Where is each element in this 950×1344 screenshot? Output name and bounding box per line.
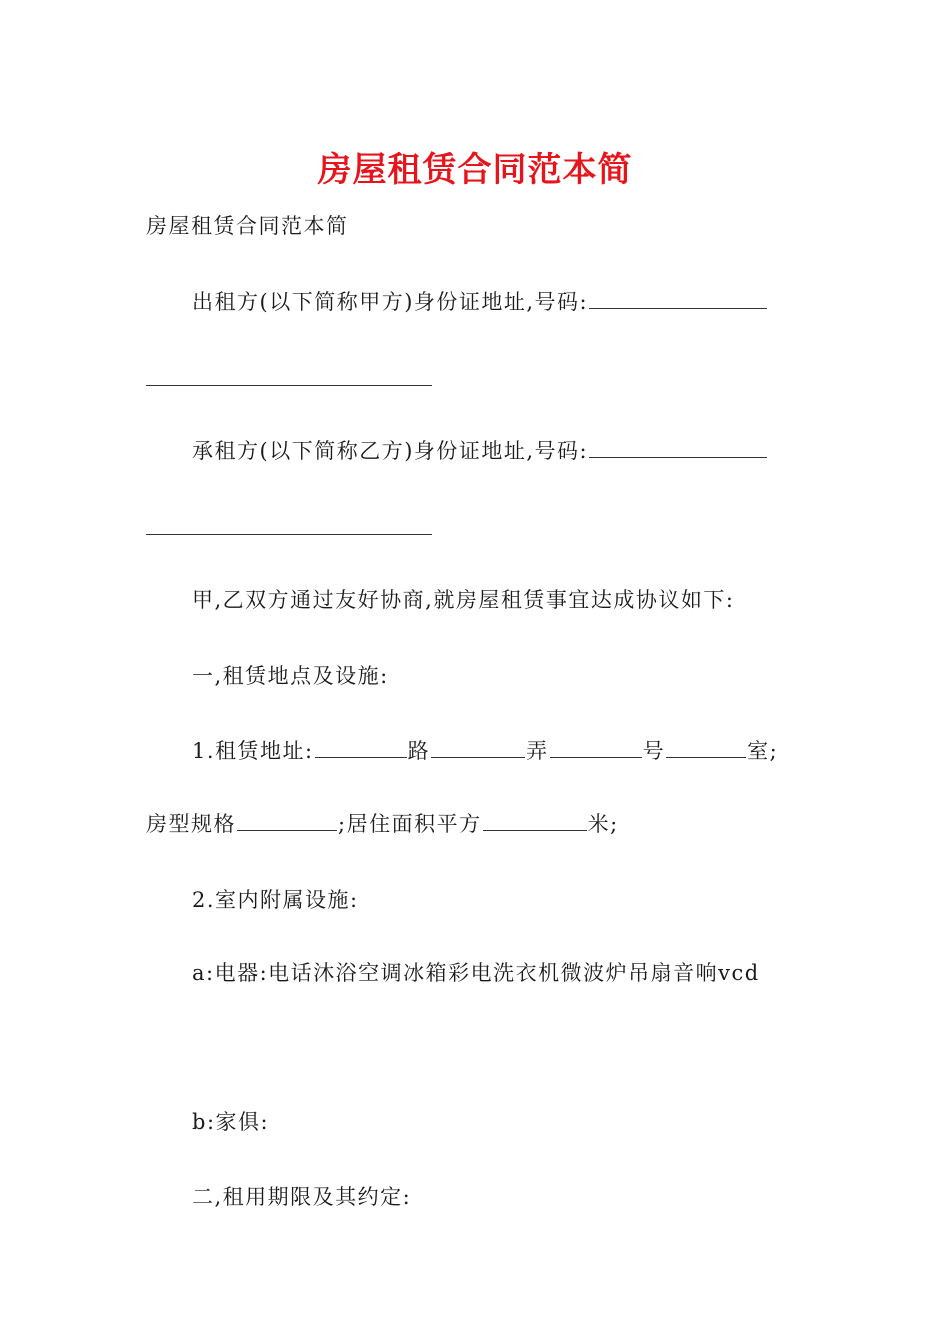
room-label: 室; [747, 739, 779, 763]
lessee-continuation-blank [146, 534, 432, 535]
road-blank [315, 737, 407, 758]
document-title: 房屋租赁合同范本简 [317, 150, 633, 190]
area-label: ;居住面积平方 [338, 812, 482, 836]
section1-heading: 一,租赁地点及设施: [192, 664, 389, 688]
appliances-line: a:电器:电话沐浴空调冰箱彩电洗衣机微波炉吊扇音响vcd [192, 961, 760, 985]
lane-label: 弄 [526, 739, 549, 763]
lessee-id-blank [589, 437, 767, 458]
area-blank [483, 810, 587, 831]
lessor-line [192, 286, 768, 318]
document-subtitle: 房屋租赁合同范本简 [146, 214, 349, 238]
number-label: 号 [642, 739, 666, 763]
address-line [192, 735, 778, 767]
lessor-id-blank [589, 288, 767, 309]
lessee-line [192, 435, 768, 467]
agreement-intro: 甲,乙双方通过友好协商,就房屋租赁事宜达成协议如下: [192, 588, 735, 612]
address-prefix: 1.租赁地址: [192, 739, 314, 763]
lane-blank [431, 737, 525, 758]
number-blank [550, 737, 642, 758]
road-label: 路 [407, 739, 431, 763]
lessee-label: 承租方(以下简称乙方)身份证地址,号码: [192, 439, 589, 463]
lessor-continuation-blank [146, 385, 432, 386]
room-type-blank [237, 810, 337, 831]
fixtures-heading: 2.室内附属设施: [192, 888, 359, 912]
room-blank [666, 737, 746, 758]
lessor-label: 出租方(以下简称甲方)身份证地址,号码: [192, 290, 589, 314]
furniture-line: b:家俱: [192, 1110, 270, 1134]
room-type-label: 房型规格 [146, 812, 236, 836]
area-unit: 米; [587, 812, 619, 836]
room-spec-line [146, 808, 619, 840]
section2-heading: 二,租用期限及其约定: [192, 1185, 412, 1209]
